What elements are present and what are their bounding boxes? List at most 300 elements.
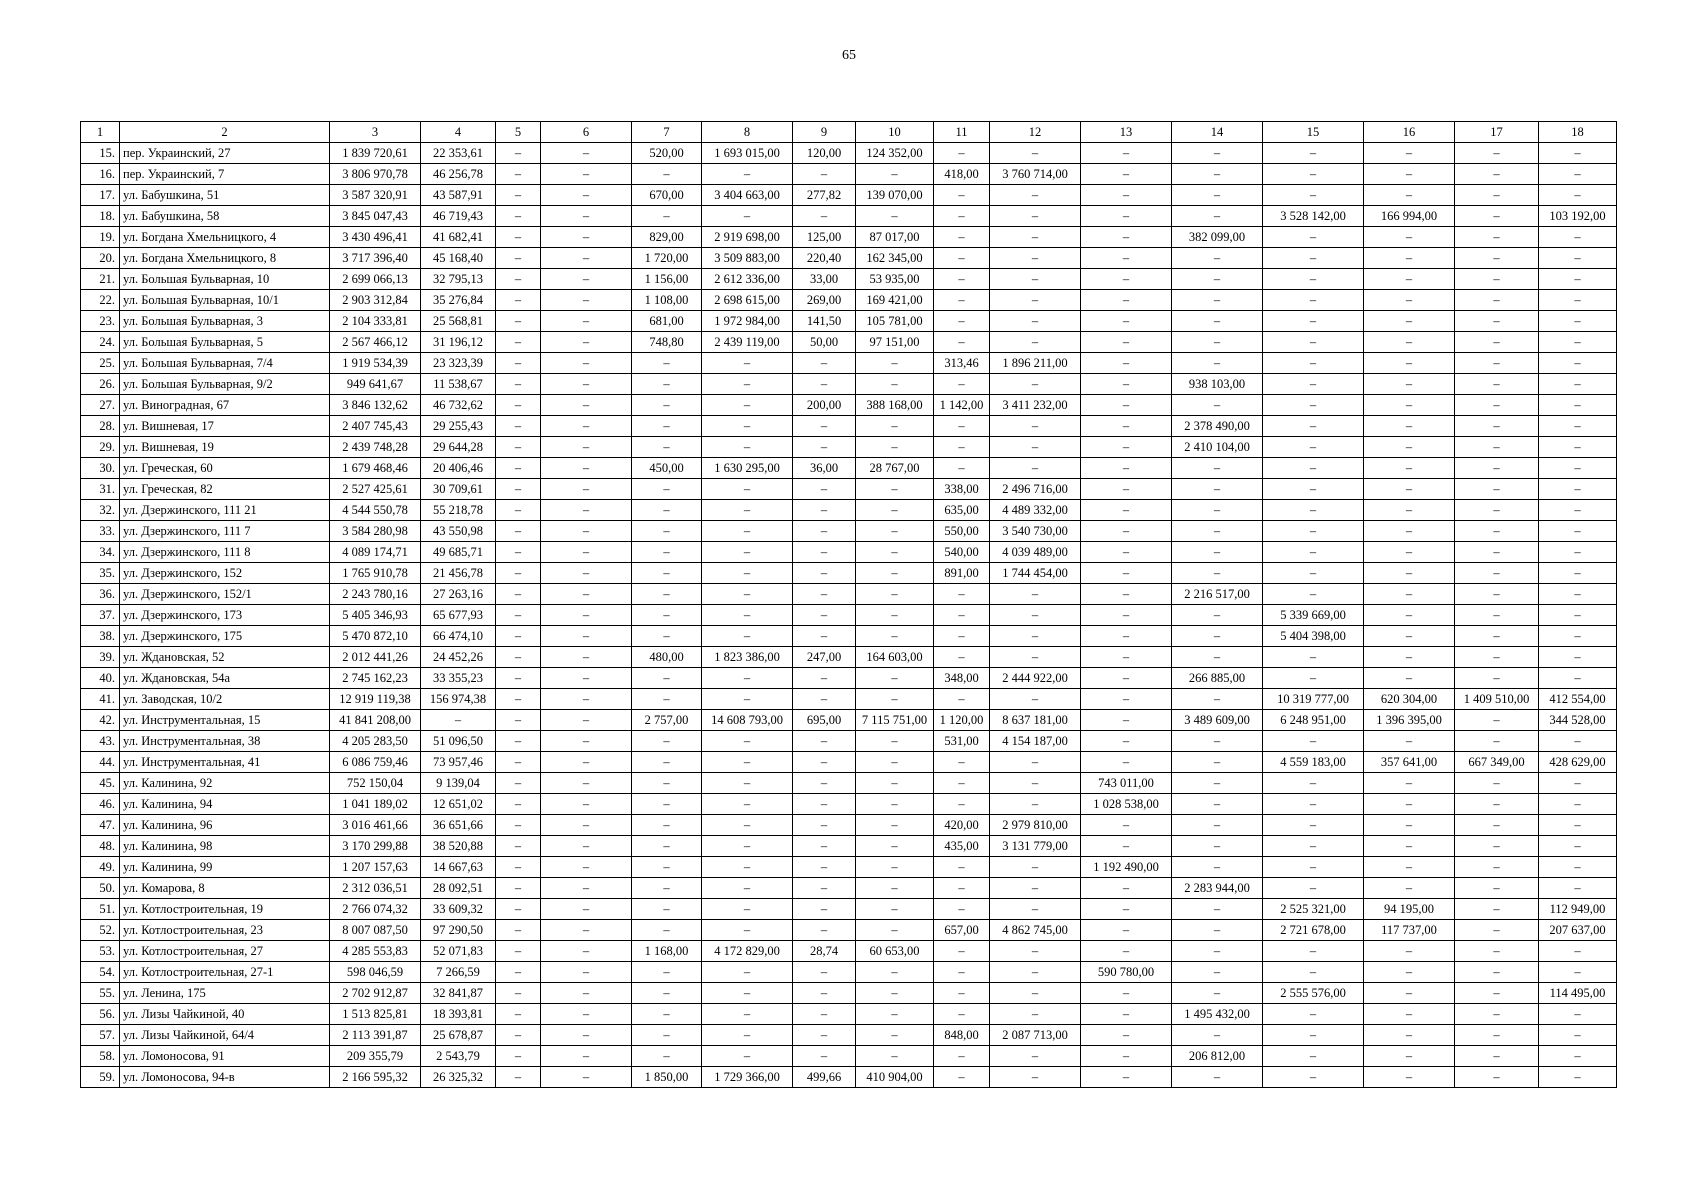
value-cell: – xyxy=(793,374,856,395)
value-cell: – xyxy=(1081,437,1172,458)
value-cell: 43 550,98 xyxy=(421,521,496,542)
value-cell: 2 444 922,00 xyxy=(990,668,1081,689)
value-cell: 36 651,66 xyxy=(421,815,496,836)
table-row xyxy=(81,962,1617,983)
value-cell: – xyxy=(1172,164,1263,185)
address-cell: ул. Большая Бульварная, 9/2 xyxy=(120,374,330,395)
value-cell: 520,00 xyxy=(632,143,702,164)
value-cell: 635,00 xyxy=(934,500,990,521)
value-cell: 2 612 336,00 xyxy=(702,269,793,290)
table-row xyxy=(81,710,1617,731)
value-cell: 1 108,00 xyxy=(632,290,702,311)
value-cell: – xyxy=(1539,458,1617,479)
value-cell: – xyxy=(793,500,856,521)
value-cell: – xyxy=(990,689,1081,710)
value-cell: 344 528,00 xyxy=(1539,710,1617,731)
value-cell: 38 520,88 xyxy=(421,836,496,857)
value-cell: – xyxy=(990,374,1081,395)
value-cell: – xyxy=(496,374,541,395)
value-cell: – xyxy=(541,458,632,479)
value-cell: – xyxy=(934,647,990,668)
value-cell: – xyxy=(541,710,632,731)
value-cell: 695,00 xyxy=(793,710,856,731)
value-cell: – xyxy=(632,794,702,815)
value-cell: – xyxy=(632,626,702,647)
value-cell: – xyxy=(934,752,990,773)
value-cell: – xyxy=(1539,143,1617,164)
value-cell: 3 845 047,43 xyxy=(330,206,421,227)
address-cell: пер. Украинский, 7 xyxy=(120,164,330,185)
value-cell: – xyxy=(1172,626,1263,647)
column-number-header: 13 xyxy=(1081,122,1172,143)
value-cell: – xyxy=(1263,773,1364,794)
value-cell: 3 016 461,66 xyxy=(330,815,421,836)
value-cell: – xyxy=(541,311,632,332)
value-cell: – xyxy=(1364,395,1455,416)
value-cell: – xyxy=(1455,815,1539,836)
value-cell: – xyxy=(793,773,856,794)
table-row xyxy=(81,542,1617,563)
value-cell: – xyxy=(496,353,541,374)
value-cell: – xyxy=(496,248,541,269)
value-cell: – xyxy=(1263,1046,1364,1067)
value-cell: 166 994,00 xyxy=(1364,206,1455,227)
address-cell: ул. Богдана Хмельницкого, 4 xyxy=(120,227,330,248)
value-cell: – xyxy=(990,983,1081,1004)
value-cell: – xyxy=(856,500,934,521)
value-cell: – xyxy=(541,584,632,605)
value-cell: 20 406,46 xyxy=(421,458,496,479)
value-cell: – xyxy=(856,1046,934,1067)
value-cell: – xyxy=(1081,479,1172,500)
value-cell: 2 919 698,00 xyxy=(702,227,793,248)
value-cell: – xyxy=(934,878,990,899)
row-number-cell: 42. xyxy=(81,710,120,731)
value-cell: – xyxy=(793,206,856,227)
value-cell: – xyxy=(1172,185,1263,206)
table-row xyxy=(81,920,1617,941)
value-cell: – xyxy=(1364,836,1455,857)
value-cell: 6 248 951,00 xyxy=(1263,710,1364,731)
value-cell: – xyxy=(541,395,632,416)
value-cell: 28 092,51 xyxy=(421,878,496,899)
address-cell: ул. Бабушкина, 58 xyxy=(120,206,330,227)
value-cell: – xyxy=(632,1004,702,1025)
value-cell: – xyxy=(990,962,1081,983)
value-cell: – xyxy=(1455,920,1539,941)
value-cell: – xyxy=(541,962,632,983)
value-cell: – xyxy=(934,584,990,605)
value-cell: 124 352,00 xyxy=(856,143,934,164)
value-cell: – xyxy=(1081,878,1172,899)
value-cell: – xyxy=(1539,185,1617,206)
value-cell: – xyxy=(1455,899,1539,920)
value-cell: – xyxy=(1172,983,1263,1004)
value-cell: – xyxy=(793,563,856,584)
address-cell: ул. Ленина, 175 xyxy=(120,983,330,1004)
value-cell: – xyxy=(990,332,1081,353)
value-cell: – xyxy=(1539,353,1617,374)
value-cell: 657,00 xyxy=(934,920,990,941)
value-cell: – xyxy=(1172,143,1263,164)
value-cell: – xyxy=(1364,1004,1455,1025)
address-cell: ул. Лизы Чайкиной, 40 xyxy=(120,1004,330,1025)
value-cell: – xyxy=(496,416,541,437)
table-row xyxy=(81,731,1617,752)
value-cell: – xyxy=(1539,668,1617,689)
value-cell: 2 113 391,87 xyxy=(330,1025,421,1046)
value-cell: – xyxy=(1539,647,1617,668)
value-cell: – xyxy=(496,584,541,605)
value-cell: – xyxy=(1172,1067,1263,1088)
value-cell: – xyxy=(1263,521,1364,542)
value-cell: – xyxy=(1539,836,1617,857)
value-cell: – xyxy=(632,857,702,878)
row-number-cell: 36. xyxy=(81,584,120,605)
value-cell: 60 653,00 xyxy=(856,941,934,962)
value-cell: 2 496 716,00 xyxy=(990,479,1081,500)
value-cell: 348,00 xyxy=(934,668,990,689)
row-number-cell: 48. xyxy=(81,836,120,857)
value-cell: 46 256,78 xyxy=(421,164,496,185)
value-cell: 65 677,93 xyxy=(421,605,496,626)
value-cell: – xyxy=(1364,164,1455,185)
value-cell: 1 693 015,00 xyxy=(702,143,793,164)
value-cell: – xyxy=(632,815,702,836)
value-cell: – xyxy=(632,878,702,899)
value-cell: – xyxy=(793,815,856,836)
value-cell: – xyxy=(702,731,793,752)
value-cell: – xyxy=(632,605,702,626)
value-cell: 1 192 490,00 xyxy=(1081,857,1172,878)
value-cell: – xyxy=(1263,374,1364,395)
row-number-cell: 39. xyxy=(81,647,120,668)
value-cell: – xyxy=(702,521,793,542)
value-cell: – xyxy=(793,353,856,374)
value-cell: 12 651,02 xyxy=(421,794,496,815)
value-cell: – xyxy=(1081,836,1172,857)
value-cell: – xyxy=(496,983,541,1004)
value-cell: – xyxy=(856,479,934,500)
value-cell: – xyxy=(1364,941,1455,962)
value-cell: – xyxy=(1455,1025,1539,1046)
value-cell: – xyxy=(1364,479,1455,500)
value-cell: – xyxy=(1539,164,1617,185)
value-cell: 2 698 615,00 xyxy=(702,290,793,311)
value-cell: 1 896 211,00 xyxy=(990,353,1081,374)
row-number-cell: 45. xyxy=(81,773,120,794)
value-cell: – xyxy=(793,626,856,647)
value-cell: – xyxy=(541,332,632,353)
value-cell: 1 729 366,00 xyxy=(702,1067,793,1088)
value-cell: 1 744 454,00 xyxy=(990,563,1081,584)
value-cell: 11 538,67 xyxy=(421,374,496,395)
value-cell: – xyxy=(1172,269,1263,290)
address-cell: ул. Калинина, 98 xyxy=(120,836,330,857)
value-cell: 31 196,12 xyxy=(421,332,496,353)
table-row xyxy=(81,584,1617,605)
value-cell: – xyxy=(793,689,856,710)
value-cell: 428 629,00 xyxy=(1539,752,1617,773)
value-cell: – xyxy=(1455,773,1539,794)
value-cell: – xyxy=(1172,647,1263,668)
address-cell: ул. Вишневая, 19 xyxy=(120,437,330,458)
value-cell: – xyxy=(496,479,541,500)
value-cell: – xyxy=(632,689,702,710)
value-cell: – xyxy=(1455,185,1539,206)
column-number-header: 16 xyxy=(1364,122,1455,143)
value-cell: – xyxy=(1539,857,1617,878)
value-cell: – xyxy=(793,920,856,941)
value-cell: – xyxy=(1081,206,1172,227)
value-cell: 220,40 xyxy=(793,248,856,269)
value-cell: – xyxy=(496,1004,541,1025)
value-cell: – xyxy=(1263,353,1364,374)
value-cell: – xyxy=(541,899,632,920)
value-cell: – xyxy=(1539,605,1617,626)
table-row xyxy=(81,941,1617,962)
value-cell: – xyxy=(990,269,1081,290)
value-cell: – xyxy=(1455,353,1539,374)
value-cell: 2 243 780,16 xyxy=(330,584,421,605)
value-cell: 4 039 489,00 xyxy=(990,542,1081,563)
value-cell: – xyxy=(793,1046,856,1067)
value-cell: 1 396 395,00 xyxy=(1364,710,1455,731)
value-cell: – xyxy=(1081,899,1172,920)
value-cell: – xyxy=(1364,1025,1455,1046)
value-cell: – xyxy=(702,374,793,395)
table-row xyxy=(81,752,1617,773)
value-cell: 25 568,81 xyxy=(421,311,496,332)
row-number-cell: 28. xyxy=(81,416,120,437)
value-cell: – xyxy=(1455,500,1539,521)
value-cell: – xyxy=(1081,374,1172,395)
value-cell: 590 780,00 xyxy=(1081,962,1172,983)
value-cell: 2 555 576,00 xyxy=(1263,983,1364,1004)
value-cell: – xyxy=(632,752,702,773)
row-number-cell: 29. xyxy=(81,437,120,458)
value-cell: – xyxy=(541,689,632,710)
value-cell: – xyxy=(1539,1004,1617,1025)
value-cell: – xyxy=(934,1046,990,1067)
value-cell: – xyxy=(1539,395,1617,416)
value-cell: – xyxy=(1455,332,1539,353)
value-cell: – xyxy=(1263,1025,1364,1046)
value-cell: – xyxy=(934,437,990,458)
column-number-header: 18 xyxy=(1539,122,1617,143)
value-cell: – xyxy=(1364,983,1455,1004)
value-cell: – xyxy=(1455,962,1539,983)
value-cell: – xyxy=(1364,143,1455,164)
value-cell: 3 170 299,88 xyxy=(330,836,421,857)
value-cell: 3 846 132,62 xyxy=(330,395,421,416)
value-cell: – xyxy=(1455,941,1539,962)
value-cell: – xyxy=(793,605,856,626)
value-cell: – xyxy=(990,1067,1081,1088)
value-cell: – xyxy=(702,857,793,878)
value-cell: 420,00 xyxy=(934,815,990,836)
column-number-header: 1 xyxy=(81,122,120,143)
value-cell: – xyxy=(793,584,856,605)
value-cell: – xyxy=(632,920,702,941)
value-cell: – xyxy=(541,941,632,962)
table-row xyxy=(81,437,1617,458)
row-number-cell: 46. xyxy=(81,794,120,815)
value-cell: – xyxy=(496,521,541,542)
value-cell: – xyxy=(856,731,934,752)
value-cell: 18 393,81 xyxy=(421,1004,496,1025)
value-cell: – xyxy=(496,605,541,626)
value-cell: – xyxy=(1172,542,1263,563)
value-cell: – xyxy=(1081,185,1172,206)
value-cell: – xyxy=(541,1067,632,1088)
row-number-cell: 44. xyxy=(81,752,120,773)
value-cell: – xyxy=(541,920,632,941)
value-cell: 3 411 232,00 xyxy=(990,395,1081,416)
value-cell: 2 312 036,51 xyxy=(330,878,421,899)
value-cell: – xyxy=(1455,311,1539,332)
value-cell: 550,00 xyxy=(934,521,990,542)
value-cell: 114 495,00 xyxy=(1539,983,1617,1004)
value-cell: 209 355,79 xyxy=(330,1046,421,1067)
value-cell: 269,00 xyxy=(793,290,856,311)
value-cell: – xyxy=(1263,1067,1364,1088)
value-cell: – xyxy=(702,206,793,227)
table-row xyxy=(81,458,1617,479)
value-cell: – xyxy=(1081,1004,1172,1025)
value-cell: 156 974,38 xyxy=(421,689,496,710)
value-cell: – xyxy=(541,416,632,437)
value-cell: 2 527 425,61 xyxy=(330,479,421,500)
value-cell: 6 086 759,46 xyxy=(330,752,421,773)
address-cell: ул. Греческая, 60 xyxy=(120,458,330,479)
value-cell: 2 979 810,00 xyxy=(990,815,1081,836)
value-cell: 52 071,83 xyxy=(421,941,496,962)
value-cell: – xyxy=(1364,227,1455,248)
value-cell: 3 131 779,00 xyxy=(990,836,1081,857)
value-cell: – xyxy=(1081,332,1172,353)
value-cell: – xyxy=(1539,374,1617,395)
value-cell: – xyxy=(1081,164,1172,185)
table-row xyxy=(81,1004,1617,1025)
value-cell: 87 017,00 xyxy=(856,227,934,248)
value-cell: – xyxy=(1263,563,1364,584)
table-row xyxy=(81,248,1617,269)
value-cell: 10 319 777,00 xyxy=(1263,689,1364,710)
value-cell: 32 841,87 xyxy=(421,983,496,1004)
value-cell: – xyxy=(1455,206,1539,227)
value-cell: – xyxy=(1539,794,1617,815)
table-row xyxy=(81,1067,1617,1088)
column-number-header: 7 xyxy=(632,122,702,143)
value-cell: 117 737,00 xyxy=(1364,920,1455,941)
value-cell: 1 919 534,39 xyxy=(330,353,421,374)
address-cell: ул. Ждановская, 54а xyxy=(120,668,330,689)
column-number-header: 5 xyxy=(496,122,541,143)
value-cell: 4 862 745,00 xyxy=(990,920,1081,941)
value-cell: – xyxy=(1539,1025,1617,1046)
value-cell: – xyxy=(1081,521,1172,542)
value-cell: – xyxy=(632,1046,702,1067)
table-row xyxy=(81,227,1617,248)
value-cell: – xyxy=(1172,290,1263,311)
value-cell: – xyxy=(1081,563,1172,584)
value-cell: – xyxy=(1364,773,1455,794)
column-number-header: 4 xyxy=(421,122,496,143)
value-cell: – xyxy=(1364,584,1455,605)
value-cell: – xyxy=(934,1004,990,1025)
value-cell: – xyxy=(990,206,1081,227)
value-cell: – xyxy=(496,1067,541,1088)
value-cell: 277,82 xyxy=(793,185,856,206)
value-cell: – xyxy=(632,1025,702,1046)
value-cell: – xyxy=(990,626,1081,647)
value-cell: – xyxy=(1539,500,1617,521)
value-cell: 5 404 398,00 xyxy=(1263,626,1364,647)
value-cell: – xyxy=(1364,521,1455,542)
value-cell: 1 839 720,61 xyxy=(330,143,421,164)
value-cell: 105 781,00 xyxy=(856,311,934,332)
row-number-cell: 52. xyxy=(81,920,120,941)
value-cell: – xyxy=(496,437,541,458)
value-cell: – xyxy=(1364,248,1455,269)
value-cell: – xyxy=(496,206,541,227)
value-cell: – xyxy=(496,395,541,416)
table-row xyxy=(81,374,1617,395)
value-cell: – xyxy=(632,773,702,794)
row-number-cell: 37. xyxy=(81,605,120,626)
value-cell: – xyxy=(1364,605,1455,626)
value-cell: – xyxy=(1263,416,1364,437)
value-cell: – xyxy=(1539,437,1617,458)
value-cell: – xyxy=(1364,437,1455,458)
value-cell: – xyxy=(496,1025,541,1046)
value-cell: – xyxy=(1081,542,1172,563)
value-cell: – xyxy=(1455,437,1539,458)
column-number-header: 6 xyxy=(541,122,632,143)
value-cell: 55 218,78 xyxy=(421,500,496,521)
value-cell: 313,46 xyxy=(934,353,990,374)
value-cell: – xyxy=(1455,857,1539,878)
address-cell: ул. Инструментальная, 38 xyxy=(120,731,330,752)
value-cell: – xyxy=(1172,794,1263,815)
value-cell: – xyxy=(1172,332,1263,353)
value-cell: – xyxy=(1539,773,1617,794)
value-cell: – xyxy=(421,710,496,731)
value-cell: – xyxy=(1263,437,1364,458)
value-cell: – xyxy=(934,857,990,878)
value-cell: – xyxy=(1539,269,1617,290)
value-cell: 1 495 432,00 xyxy=(1172,1004,1263,1025)
value-cell: – xyxy=(990,143,1081,164)
value-cell: – xyxy=(1081,668,1172,689)
value-cell: 1 850,00 xyxy=(632,1067,702,1088)
value-cell: – xyxy=(990,248,1081,269)
address-cell: ул. Большая Бульварная, 10 xyxy=(120,269,330,290)
value-cell: – xyxy=(541,878,632,899)
value-cell: – xyxy=(856,752,934,773)
value-cell: 3 587 320,91 xyxy=(330,185,421,206)
value-cell: – xyxy=(541,143,632,164)
value-cell: 4 154 187,00 xyxy=(990,731,1081,752)
value-cell: – xyxy=(934,794,990,815)
value-cell: – xyxy=(934,773,990,794)
value-cell: – xyxy=(1364,416,1455,437)
table-row xyxy=(81,1025,1617,1046)
value-cell: – xyxy=(632,206,702,227)
value-cell: – xyxy=(541,815,632,836)
value-cell: – xyxy=(1364,374,1455,395)
